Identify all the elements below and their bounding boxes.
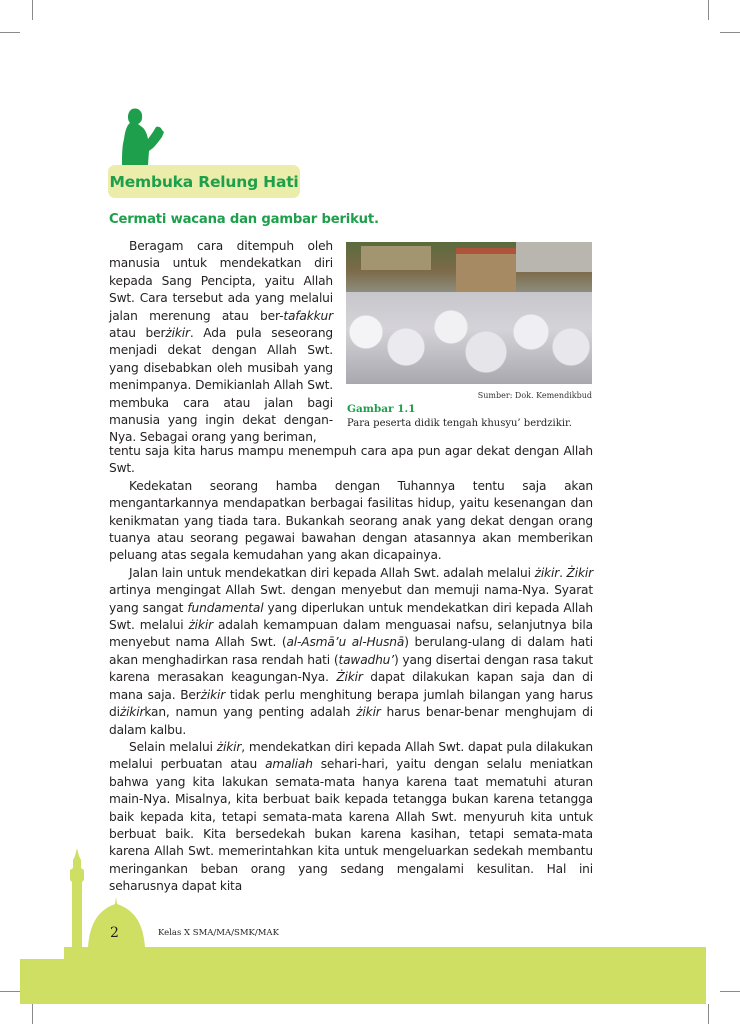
page-number: 2 [110,925,119,941]
crop-mark [0,32,20,33]
figure-caption: Para peserta didik tengah khusyu’ berdzikir. [347,418,572,429]
paragraph-2: Kedekatan seorang hamba dengan Tuhannya tentu saja akan mengantarkannya mendapatkan berbagai fasilitas hidup, yaitu kesenangan dan kenikmatan yang tiada tara. Bukankah seorang anak yang dekat dengan orang tuanya atau seorang pegawai bawahan dengan atasannya akan memberikan peluang atas segala kemudahan yang akan dicapainya. [109,478,593,563]
students-praying-photo [346,242,592,384]
paragraph-4: Selain melalui żikir, mendekatkan diri kepada Allah Swt. dapat pula dilakukan melalui perbuatan atau amaliah sehari-hari, yaitu dengan selalu meniatkan bahwa yang kita lakukan semata-mata hanya karena taat mematuhi aturan main-Nya. Misalnya, kita berbuat baik kepada tetangga bukan karena tetangga baik kepada kita, tetapi semata-mata karena Allah Swt. menyuruh kita untuk berbuat baik. Kita bersedekah bukan karena kasihan, tetapi semata-mata karena Allah Swt. memerintahkan kita untuk mengeluarkan sedekah membantu meringankan beban orang yang sedang mengalami kesulitan. Hal ini seharusnya dapat kita [109,739,594,894]
crop-mark [720,32,740,33]
paragraph-3: Jalan lain untuk mendekatkan diri kepada Allah Swt. adalah melalui żikir. Żikir artinya mengingat Allah Swt. dengan menyebut dan memuji nama-Nya. Syarat yang sangat fundamental yang diperlukan untuk mendekatkan diri kepada Allah Swt. melalui żikir adalah kemampuan dalam menguasai nafsu, selanjutnya bila menyebut nama Allah Swt. (al-Asmā’u al-Husnā) berulang-ulang di dalam hati akan menghadirkan rasa rendah hati (tawadhu’) yang disertai dengan rasa takut karena merasakan keagungan-Nya. Żikir dapat dilakukan kapan saja dan di mana saja. Berżikir tidak perlu menghitung berapa jumlah bilangan yang harus diżikirkan, namun yang penting adalah żikir harus benar-benar menghujam di dalam kalbu. [109,565,594,737]
intro-paragraph: Beragam cara ditempuh oleh manusia untuk mendekatkan diri kepada Sang Pencipta, yaitu Allah Swt. Cara tersebut ada yang melalui jalan merenung atau ber-tafakkur atau berżikir. Ada pula seseorang menjadi dekat dengan Allah Swt. yang disebabkan oleh musibah yang menimpanya. Demikianlah Allah Swt. membuka cara atau jalan bagi manusia yang ingin dekat dengan-Nya. Sebagai orang yang beriman, [109,239,334,445]
praying-person-icon [118,107,168,165]
book-title: Kelas X SMA/MA/SMK/MAK [158,928,279,938]
crop-mark [32,0,33,20]
paragraph-1-continued: tentu saja kita harus mampu menempuh cara apa pun agar dekat dengan Allah Swt. [109,444,593,476]
main-text [109,443,593,896]
section-title: Membuka Relung Hati [109,172,299,191]
crop-mark [708,0,709,20]
photo-credit: Sumber: Dok. Kemendikbud [477,391,592,400]
instruction-heading: Cermati wacana dan gambar berikut. [109,212,379,227]
section-banner [108,165,300,198]
figure-label: Gambar 1.1 [347,403,416,415]
